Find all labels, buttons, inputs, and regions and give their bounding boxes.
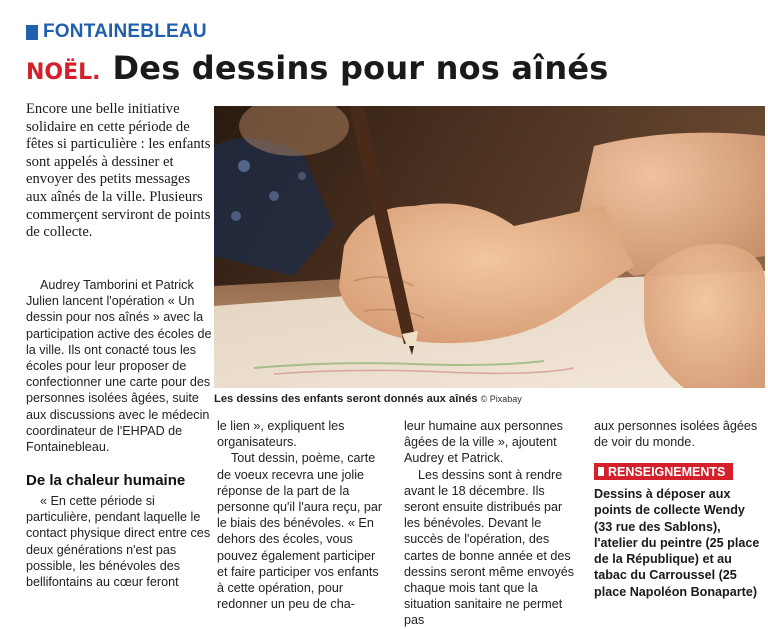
article-photo [214,106,765,388]
badge-square-icon [598,467,604,476]
section-name: FONTAINEBLEAU [43,21,207,42]
paragraph-text: le lien », expliquent les organisateurs. [217,419,345,450]
child-drawing-photo [214,106,765,388]
info-label: RENSEIGNEMENTS [608,464,726,479]
paragraph-text: leur humaine aux personnes âgées de la ville », ajoutent Audrey et Patrick. [404,419,563,466]
subheading: De la chaleur humaine [26,472,186,489]
paragraph-text: Tout dessin, poème, carte de voeux recevra une jolie réponse de la part de la personne qu'il l'aura reçu, par le biais des bénévoles. « En dehors des écoles, vous pouvez également participer et faire participer vos enfants à cette opération, pour redonner un peu de cha- [217,451,383,612]
body-paragraph-2-start [26,493,212,590]
photo-credit: © Pixabay [480,394,522,404]
paragraph-text: Audrey Tamborini et Patrick Julien lancent l'opération « Un dessin pour nos aînés » avec la participation active des écoles de la ville. Ils ont conacté tous les écoles pour leur proposer de confectionner une carte pour des personnes isolées âgées, suite aux discussions avec le médecin coordinateur de l'EHPAD de Fontainebleau. [26,278,212,455]
headline-label: NOËL. [26,60,101,85]
body-column-3 [404,418,580,629]
body-column-4 [594,418,764,450]
paragraph-text: Les dessins sont à rendre avant le 18 décembre. Ils seront ensuite distribués par les bénévoles. Devant le succès de l'opération, des cartes de bonne année et des dessins seront même envoyés chaque mois tant que la situation sanitaire ne permet pas [404,467,575,628]
headline-title: Des dessins pour nos aînés [112,49,609,87]
paragraph-text: aux personnes isolées âgées de voir du monde. [594,419,758,450]
info-badge [594,463,733,480]
body-paragraph-1 [26,277,212,455]
photo-caption [214,393,765,405]
headline [26,49,608,87]
lead-paragraph: Encore une belle initiative solidaire en cette période de fêtes si particulière : les enfants sont appelés à dessiner et envoyer des petits messages aux aînés de la ville. Plusieurs commerçent serviront de points de collecte. [26,101,211,241]
info-text: Dessins à déposer aux points de collecte Wendy (33 rue des Sablons), l'atelier du peintre (25 place de la République) et au tabac du Carroussel (25 place Napoléon Bonaparte) [594,487,760,599]
section-kicker [26,20,207,44]
paragraph-text: « En cette période si particulière, pendant laquelle le contact physique direct entre ces deux générations n'est pas possible, les bénévoles des bellifontains au cœur feront [26,494,211,590]
section-square-icon [26,25,38,40]
body-column-2 [217,418,389,612]
caption-text: Les dessins des enfants seront donnés aux aînés [214,393,478,405]
